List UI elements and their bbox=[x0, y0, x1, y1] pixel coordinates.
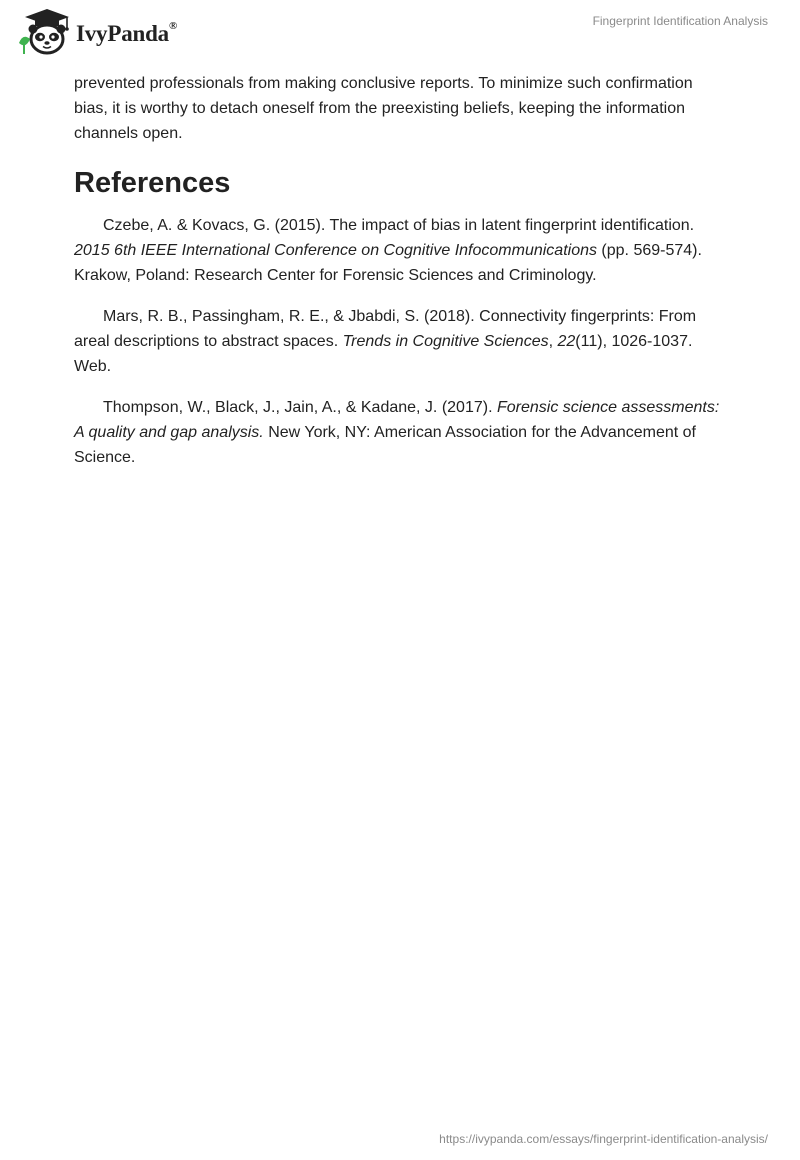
reference-item bbox=[74, 213, 724, 288]
brand-name: IvyPanda® bbox=[76, 20, 178, 46]
registered-mark: ® bbox=[168, 20, 178, 33]
intro-paragraph: prevented professionals from making conclusive reports. To minimize such confirmation bias, it is worthy to detach oneself from the preexisting beliefs, keeping the information channels open. bbox=[74, 75, 693, 142]
ivypanda-logo[interactable] bbox=[15, 8, 177, 56]
reference-text: New York, NY: American Association for the Advancement of Science. bbox=[74, 424, 696, 466]
reference-text: , bbox=[548, 333, 558, 350]
reference-item bbox=[74, 304, 724, 379]
reference-volume: 22 bbox=[557, 333, 576, 350]
reference-text: Thompson, W., Black, J., Jain, A., & Kadane, J. (2017). bbox=[103, 399, 497, 416]
reference-item bbox=[74, 395, 724, 470]
source-url[interactable]: https://ivypanda.com/essays/fingerprint-identification-analysis/ bbox=[439, 1132, 768, 1146]
panda-graduate-icon bbox=[15, 8, 75, 56]
document-body bbox=[74, 71, 724, 486]
reference-text: (pp. 569-574). Krakow, Poland: Research Center for Forensic Sciences and Criminology. bbox=[74, 242, 702, 284]
references-heading: References bbox=[74, 167, 231, 199]
reference-title: Forensic science assessments: A quality and gap analysis. bbox=[74, 399, 720, 441]
reference-title: 2015 6th IEEE International Conference on Cognitive Infocommunications bbox=[74, 242, 597, 259]
page-header bbox=[0, 0, 800, 64]
reference-text: Mars, R. B., Passingham, R. E., & Jbabdi, S. (2018). Connectivity fingerprints: From areal descriptions to abstract spaces. bbox=[74, 308, 697, 350]
reference-text: (11), 1026-1037. Web. bbox=[74, 333, 693, 375]
reference-text: Czebe, A. & Kovacs, G. (2015). The impact of bias in latent fingerprint identification. bbox=[103, 217, 695, 234]
reference-journal: Trends in Cognitive Sciences bbox=[342, 333, 549, 350]
document-title: Fingerprint Identification Analysis bbox=[592, 14, 768, 28]
